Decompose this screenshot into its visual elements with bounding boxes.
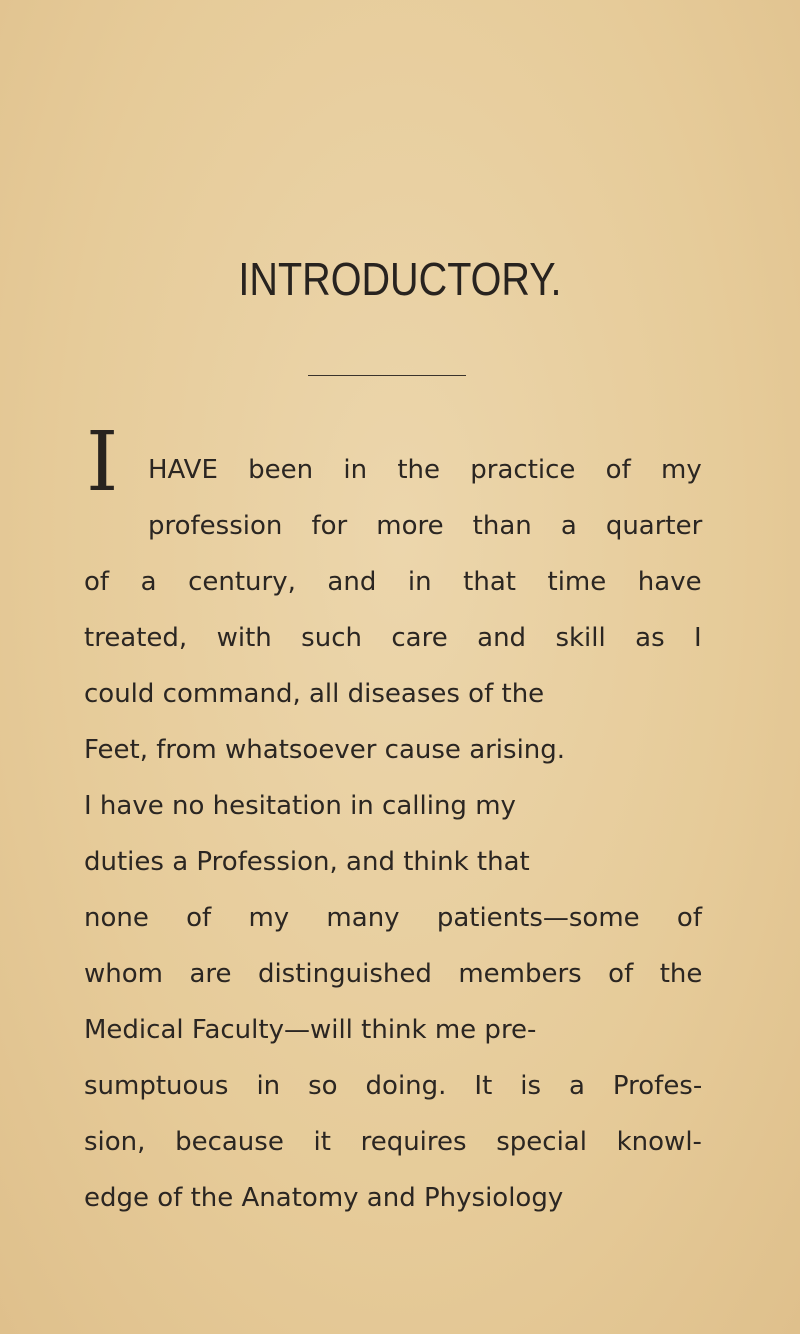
text-line: of a century, and in that time have xyxy=(84,567,702,597)
text-line: I have no hesitation in calling my xyxy=(84,791,516,821)
text-line: HAVE been in the practice of my xyxy=(148,455,702,485)
text-line: could command, all diseases of the xyxy=(84,679,545,709)
text-line: edge of the Anatomy and Physiology xyxy=(84,1183,564,1213)
text-line: duties a Profession, and think that xyxy=(84,847,530,877)
text-line: Feet, from whatsoever cause arising. xyxy=(84,735,566,765)
text-line: sion, because it requires special knowl- xyxy=(84,1127,702,1157)
text-line: profession for more than a quarter xyxy=(148,511,703,541)
text-line: Medical Faculty—will think me pre- xyxy=(84,1015,537,1045)
text-line: none of my many patients—some of xyxy=(84,903,702,933)
heading-divider xyxy=(308,375,466,376)
drop-cap: I xyxy=(86,415,119,510)
text-line: treated, with such care and skill as I xyxy=(84,623,702,653)
text-line: sumptuous in so doing. It is a Profes- xyxy=(84,1071,703,1101)
chapter-heading: INTRODUCTORY. xyxy=(238,253,562,305)
text-line: whom are distinguished members of the xyxy=(84,959,703,989)
